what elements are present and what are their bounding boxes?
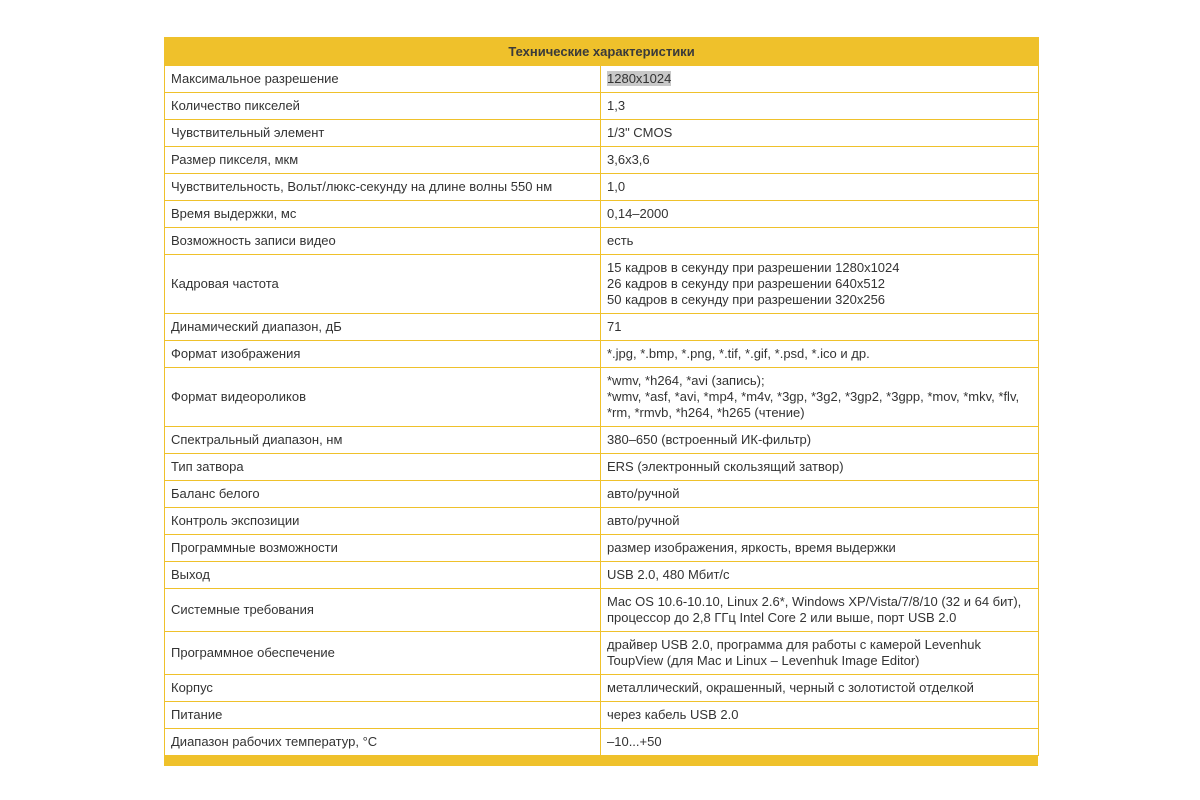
table-header-row (165, 38, 1039, 66)
spec-value: 380–650 (встроенный ИК-фильтр) (601, 427, 1039, 454)
spec-name: Выход (165, 562, 601, 589)
spec-name: Диапазон рабочих температур, °C (165, 729, 601, 756)
table-row (165, 201, 1039, 228)
table-row (165, 508, 1039, 535)
spec-name: Формат изображения (165, 341, 601, 368)
spec-value: 71 (601, 314, 1039, 341)
table-row (165, 589, 1039, 632)
spec-name: Кадровая частота (165, 255, 601, 314)
spec-table-body (165, 66, 1039, 756)
table-row (165, 427, 1039, 454)
spec-value: металлический, окрашенный, черный с золотистой отделкой (601, 675, 1039, 702)
spec-table (164, 37, 1039, 756)
spec-value: авто/ручной (601, 508, 1039, 535)
table-row (165, 454, 1039, 481)
spec-value: драйвер USB 2.0, программа для работы с камерой Levenhuk ToupView (для Mac и Linux – Levenhuk Image Editor) (601, 632, 1039, 675)
table-row (165, 255, 1039, 314)
table-row (165, 174, 1039, 201)
spec-name: Питание (165, 702, 601, 729)
spec-value: *wmv, *h264, *avi (запись); *wmv, *asf, *avi, *mp4, *m4v, *3gp, *3g2, *3gp2, *3gpp, *mov, *mkv, *flv, *rm, *rmvb, *h264, *h265 (чтение) (601, 368, 1039, 427)
table-title: Технические характеристики (165, 38, 1039, 66)
spec-name: Тип затвора (165, 454, 601, 481)
table-row (165, 675, 1039, 702)
spec-name: Количество пикселей (165, 93, 601, 120)
spec-value: –10...+50 (601, 729, 1039, 756)
spec-value: ERS (электронный скользящий затвор) (601, 454, 1039, 481)
spec-value: есть (601, 228, 1039, 255)
highlighted-value: 1280x1024 (607, 71, 672, 86)
spec-value (601, 66, 1039, 93)
table-row (165, 632, 1039, 675)
spec-name: Системные требования (165, 589, 601, 632)
spec-value: USB 2.0, 480 Мбит/с (601, 562, 1039, 589)
table-row (165, 147, 1039, 174)
table-row (165, 341, 1039, 368)
table-row (165, 93, 1039, 120)
table-row (165, 66, 1039, 93)
spec-value: через кабель USB 2.0 (601, 702, 1039, 729)
table-row (165, 729, 1039, 756)
spec-value: размер изображения, яркость, время выдержки (601, 535, 1039, 562)
spec-value: 1,3 (601, 93, 1039, 120)
spec-name: Формат видеороликов (165, 368, 601, 427)
spec-name: Корпус (165, 675, 601, 702)
spec-value: *.jpg, *.bmp, *.png, *.tif, *.gif, *.psd, *.ico и др. (601, 341, 1039, 368)
spec-value: Mac OS 10.6-10.10, Linux 2.6*, Windows XP/Vista/7/8/10 (32 и 64 бит), процессор до 2,8 ГГц Intel Core 2 или выше, порт USB 2.0 (601, 589, 1039, 632)
spec-name: Время выдержки, мс (165, 201, 601, 228)
spec-table-container (164, 37, 1038, 766)
table-row (165, 228, 1039, 255)
table-row (165, 481, 1039, 508)
spec-name: Программные возможности (165, 535, 601, 562)
spec-name: Максимальное разрешение (165, 66, 601, 93)
spec-name: Чувствительность, Вольт/люкс-секунду на длине волны 550 нм (165, 174, 601, 201)
spec-name: Возможность записи видео (165, 228, 601, 255)
spec-value: 3,6x3,6 (601, 147, 1039, 174)
table-row (165, 535, 1039, 562)
spec-value: 1,0 (601, 174, 1039, 201)
spec-name: Спектральный диапазон, нм (165, 427, 601, 454)
spec-value: 1/3" CMOS (601, 120, 1039, 147)
table-row (165, 120, 1039, 147)
table-row (165, 314, 1039, 341)
spec-name: Программное обеспечение (165, 632, 601, 675)
spec-name: Контроль экспозиции (165, 508, 601, 535)
spec-value: 15 кадров в секунду при разрешении 1280x1024 26 кадров в секунду при разрешении 640x512 50 кадров в секунду при разрешении 320x256 (601, 255, 1039, 314)
spec-name: Динамический диапазон, дБ (165, 314, 601, 341)
spec-name: Размер пикселя, мкм (165, 147, 601, 174)
table-row (165, 562, 1039, 589)
spec-value: авто/ручной (601, 481, 1039, 508)
spec-name: Чувствительный элемент (165, 120, 601, 147)
spec-value: 0,14–2000 (601, 201, 1039, 228)
spec-name: Баланс белого (165, 481, 601, 508)
table-row (165, 702, 1039, 729)
table-row (165, 368, 1039, 427)
